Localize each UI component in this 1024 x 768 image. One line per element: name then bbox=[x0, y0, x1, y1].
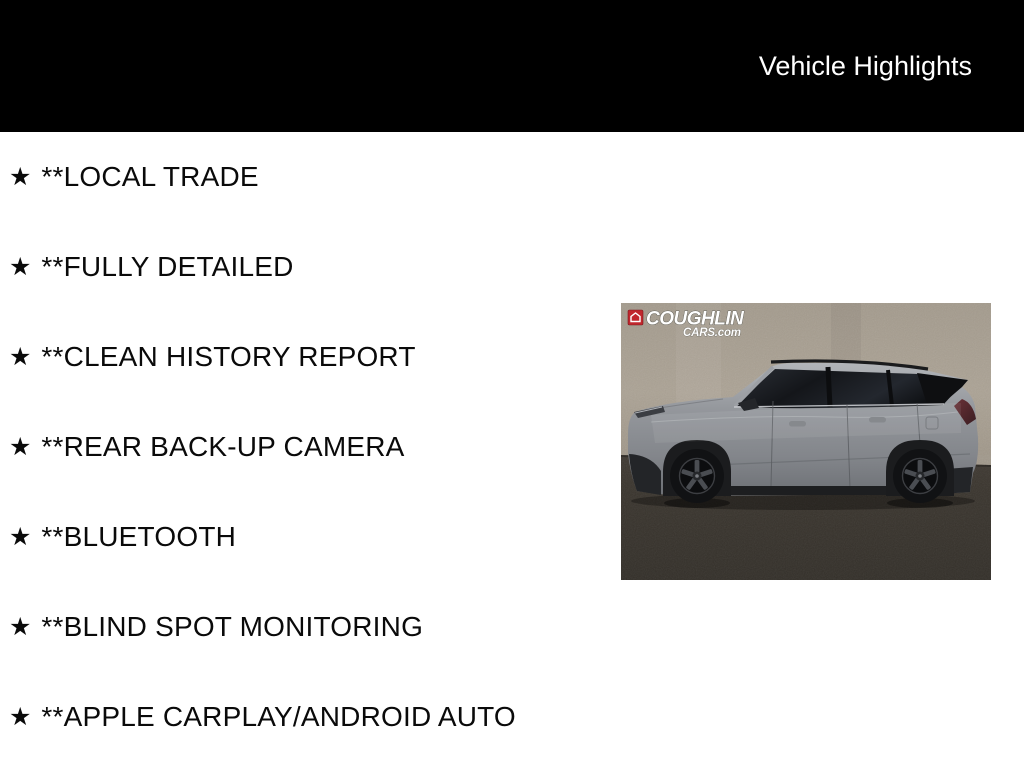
highlight-text: **APPLE CARPLAY/ANDROID AUTO bbox=[41, 701, 516, 732]
header-bar bbox=[0, 0, 1024, 132]
page-title: Vehicle Highlights bbox=[758, 51, 972, 81]
star-icon: ★ bbox=[9, 702, 32, 731]
star-icon: ★ bbox=[9, 252, 32, 281]
highlight-text: **CLEAN HISTORY REPORT bbox=[41, 341, 416, 372]
star-icon: ★ bbox=[9, 432, 32, 461]
watermark-site: CARS.com bbox=[683, 327, 741, 339]
highlight-item bbox=[0, 402, 620, 492]
highlight-item bbox=[0, 492, 620, 582]
highlight-item bbox=[0, 222, 620, 312]
highlight-text: **REAR BACK-UP CAMERA bbox=[41, 431, 405, 462]
front-wheel bbox=[670, 449, 724, 503]
highlight-text: **BLIND SPOT MONITORING bbox=[41, 611, 424, 642]
highlight-text: **BLUETOOTH bbox=[41, 521, 237, 552]
rear-wheel bbox=[893, 449, 947, 503]
star-icon: ★ bbox=[9, 612, 32, 641]
highlights-list bbox=[0, 132, 620, 762]
highlight-item bbox=[0, 582, 620, 672]
vehicle-photo bbox=[621, 303, 991, 580]
vehicle-photo-image bbox=[621, 303, 991, 580]
star-icon: ★ bbox=[9, 342, 32, 371]
highlight-item bbox=[0, 312, 620, 402]
star-icon: ★ bbox=[9, 522, 32, 551]
car-b-pillar bbox=[828, 367, 830, 407]
highlight-text: **LOCAL TRADE bbox=[41, 161, 259, 192]
highlight-text: **FULLY DETAILED bbox=[41, 251, 294, 282]
highlight-item bbox=[0, 672, 620, 762]
highlight-item bbox=[0, 132, 620, 222]
watermark-brand: COUGHLIN bbox=[646, 308, 744, 330]
star-icon: ★ bbox=[9, 162, 32, 191]
